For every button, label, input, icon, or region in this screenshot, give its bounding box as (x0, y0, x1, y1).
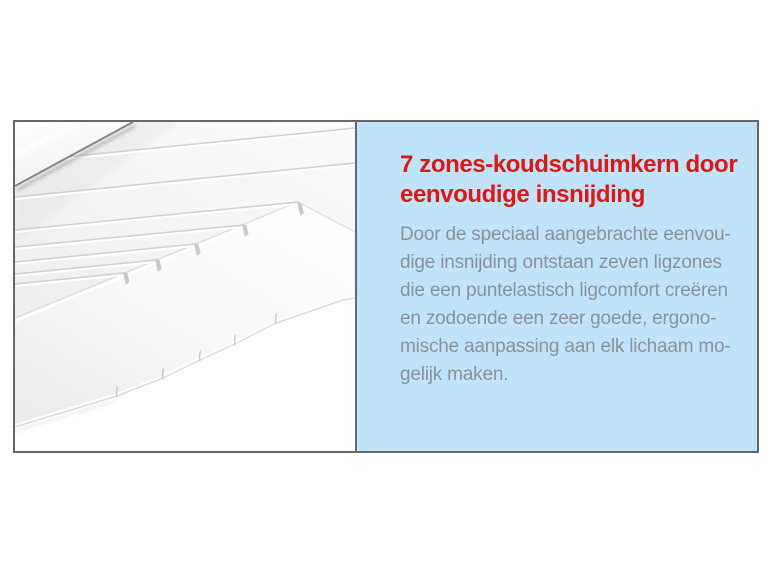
feature-heading-line-1: 7 zones-koudschuimkern door (400, 151, 738, 178)
info-panel (355, 122, 757, 451)
feature-description-line-3: die een puntelastisch ligcomfort creëren (400, 280, 728, 301)
feature-description-line-2: dige insnijding ontstaan zeven ligzones (400, 252, 722, 273)
feature-heading-line-2: eenvoudige insnijding (400, 181, 645, 208)
feature-description-line-6: gelijk maken. (400, 364, 509, 385)
feature-description-line-5: mische aanpassing aan elk lichaam mo- (400, 336, 731, 357)
feature-heading (400, 150, 747, 210)
feature-description-line-1: Door de speciaal aangebrachte eenvou- (400, 224, 731, 245)
feature-description (400, 221, 747, 389)
mattress-photo-pane (15, 122, 355, 451)
product-feature-box (13, 120, 759, 453)
mattress-foam-core-photo (15, 122, 355, 451)
feature-description-line-4: en zodoende een zeer goede, ergono- (400, 308, 717, 329)
